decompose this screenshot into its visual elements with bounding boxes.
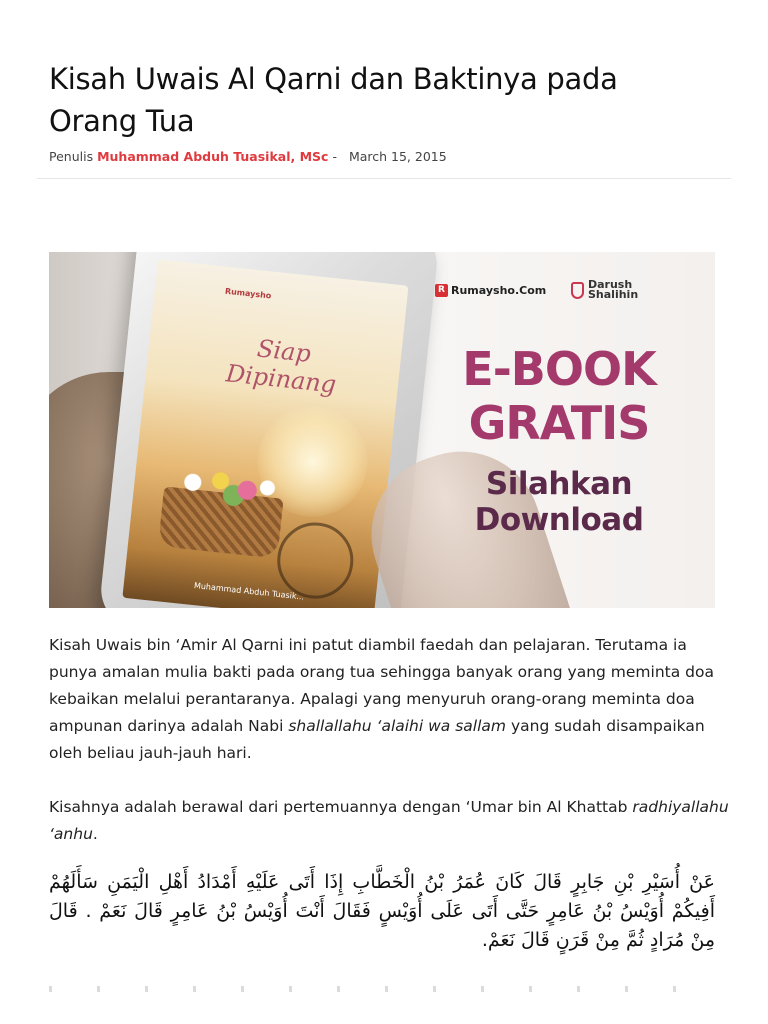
rumaysho-logo: [435, 284, 546, 297]
author-link[interactable]: Muhammad Abduh Tuasikal, MSc: [97, 149, 329, 164]
article-title: Kisah Uwais Al Qarni dan Baktinya pada Orang Tua: [49, 62, 618, 138]
ebook-headline: [409, 342, 709, 450]
darush-logo-line2: Shalihin: [588, 288, 639, 301]
ebook-banner-image[interactable]: [49, 252, 715, 608]
story-italic-phrase: radhiyallahu ‘anhu: [49, 798, 729, 843]
intro-paragraph: [49, 632, 729, 767]
publish-date: March 15, 2015: [348, 149, 447, 164]
cta-line2: Download: [474, 502, 644, 538]
book-cover-title: [205, 329, 360, 400]
byline-separator: -: [332, 149, 337, 164]
article-byline: [49, 149, 447, 164]
darush-logo-line1: Darush: [588, 278, 633, 291]
story-text-a: Kisahnya adalah berawal dari pertemuannya dengan ‘Umar bin Al Khattab: [49, 798, 633, 816]
book-cover-author: Muhammad Abduh Tuasik...: [193, 581, 305, 602]
intro-text-a: Kisah Uwais bin ‘Amir Al Qarni ini patut diambil faedah dan pelajaran. Terutama ia punya amalan mulia bakti pada orang tua sehingga banyak orang yang meminta doa kebaikan melalui perantaranya. Apalagi yang menyuruh orang-orang meminta doa ampunan darinya adalah Nabi: [49, 636, 714, 735]
header-divider: [37, 178, 731, 179]
phone-brand-label: Rumaysho: [224, 286, 272, 301]
phone-screen: [122, 259, 408, 608]
darush-shalihin-logo: [571, 280, 638, 300]
story-text-b: .: [92, 825, 98, 843]
rumaysho-r-icon: R: [435, 284, 448, 297]
story-intro-paragraph: [49, 794, 729, 848]
book-title-line1: Siap: [255, 334, 313, 368]
headline-line2: GRATIS: [468, 396, 650, 450]
cta-line1: Silahkan: [485, 466, 633, 502]
download-cta: [409, 466, 709, 538]
cut-off-text-line: [49, 986, 715, 992]
headline-line1: E-BOOK: [462, 342, 656, 396]
book-title-line2: Dipinang: [224, 359, 338, 399]
byline-prefix: Penulis: [49, 149, 94, 164]
intro-italic-phrase: shallallahu ‘alaihi wa sallam: [288, 717, 507, 735]
intro-text-b: yang sudah disampaikan oleh beliau jauh-jauh hari.: [49, 717, 705, 762]
rumaysho-logo-text: Rumaysho.Com: [451, 284, 547, 297]
arabic-hadith-text: عَنْ أُسَيْرِ بْنِ جَابِرٍ قَالَ كَانَ عُمَرُ بْنُ الْخَطَّابِ إِذَا أَتَى عَلَيْهِ أَمْدَادُ أَهْلِ الْيَمَنِ سَأَلَهُمْ أَفِيكُمْ أُوَيْسُ بْنُ عَامِرٍ حَتَّى أَتَى عَلَى أُوَيْسٍ فَقَالَ أَنْتَ أُوَيْسُ بْنُ عَامِرٍ قَالَ نَعَمْ . قَالَ مِنْ مُرَادٍ ثُمَّ مِنْ قَرَنٍ قَالَ نَعَمْ.: [49, 871, 715, 951]
shield-icon: [571, 282, 584, 299]
